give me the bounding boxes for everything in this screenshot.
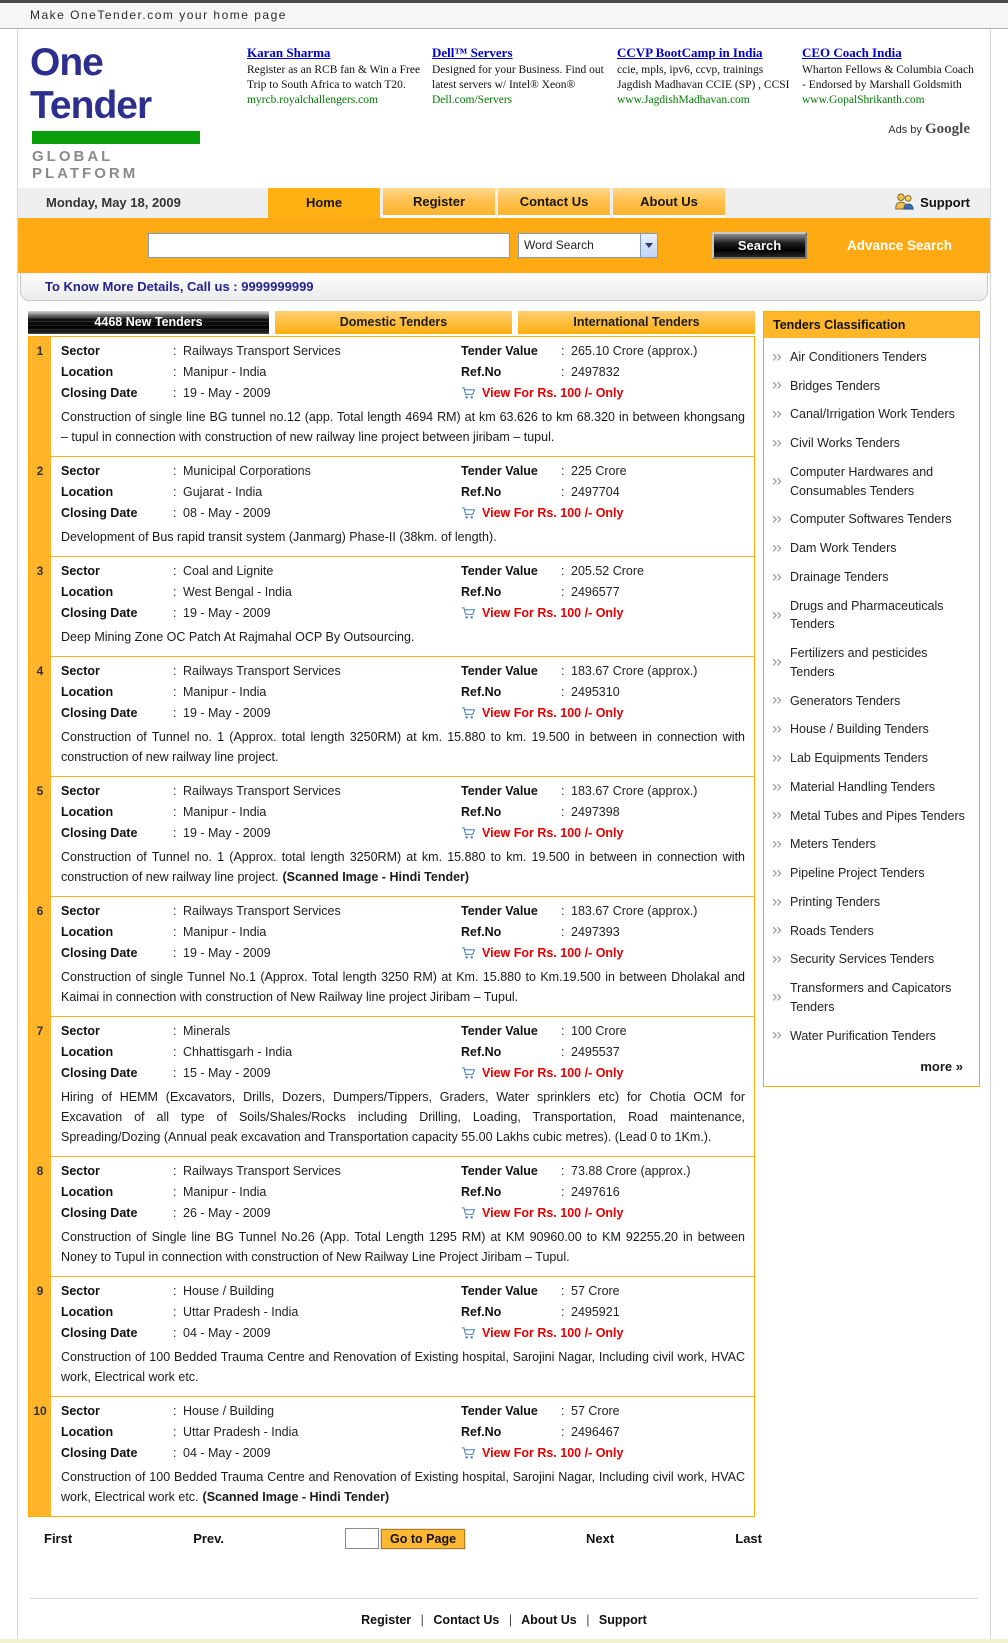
tender-number: 2 (29, 457, 51, 556)
ref-no-label: Ref.No (461, 1184, 502, 1199)
location-label: Location (61, 584, 114, 599)
cart-icon (461, 946, 476, 960)
double-chevron-icon (772, 353, 783, 362)
location-value: Manipur - India (183, 804, 267, 819)
ref-no-value: 2496577 (571, 584, 620, 599)
footer-links: Register | Contact Us | About Us | Support (361, 1612, 647, 1627)
double-chevron-icon (772, 658, 783, 667)
tender-row-body: Sector : Railways Transport Services Location : Manipur - India Closing Date : 19 - May - 2009 Tender Value : 183.67 Crore (approx.) Ref.No : 2497398 View For Rs. 100 /- Only Construction of Tunnel no. 1 (Approx. total length 3250RM) at km. 15.880 to km. 19.500 in between in connection with construction of new railway line project. (Scanned Image - Hindi Tender) (51, 777, 754, 896)
advance-search-link[interactable]: Advance Search (847, 237, 953, 253)
ad-title-link[interactable]: CEO Coach India (802, 45, 902, 60)
tender-row-body: Sector : Minerals Location : Chhattisgarh - India Closing Date : 15 - May - 2009 Tender Value : 100 Crore Ref.No : 2495537 View For Rs. 100 /- Only Hiring of HEMM (Excavators, Drills, Dozers, Dumpers/Tippers, Graders, Water sprinklers etc) for Chotia OCM for Excavation of all type of Soils/Shales/Rocks including Drilling, Loading, Transportation, Road maintenance, Spreading/Dozing (Annual peak excavation and Transportation capacity 55.00 Lakhs cubic metres). (Lead 0 to 1Km.). (51, 1017, 754, 1156)
logo-green-bar (32, 131, 200, 144)
pagination-prev-link[interactable]: Prev. (193, 1531, 225, 1547)
view-tender-link[interactable]: View For Rs. 100 /- Only (482, 605, 624, 620)
view-tender-link[interactable]: View For Rs. 100 /- Only (482, 505, 624, 520)
ref-no-value: 2497393 (571, 924, 620, 939)
ad-body: ccie, mpls, ipv6, ccvp, trainings Jagdish Madhavan CCIE (SP) , CCSI (617, 64, 790, 91)
double-chevron-icon (772, 410, 783, 419)
tender-number: 9 (29, 1277, 51, 1396)
logo-subtitle: GLOBAL PLATFORM (32, 147, 139, 182)
classification-item[interactable]: Pipeline Project Tenders (771, 859, 972, 888)
search-bar (18, 218, 990, 273)
classification-item[interactable]: Fertilizers and pesticides Tenders (771, 639, 972, 687)
tender-row-body: Sector : House / Building Location : Uttar Pradesh - India Closing Date : 04 - May - 2009 Tender Value : 57 Crore Ref.No : 2496467 View For Rs. 100 /- Only Construction of 100 Bedded Trauma Centre and Renovation of Existing hospital, Sarojini Nagar, Including civil work, HVAC work, Electrical work etc. (Scanned Image - Hindi Tender) (51, 1397, 754, 1516)
ad-unit (617, 44, 795, 182)
content (18, 301, 990, 1552)
site-logo[interactable] (30, 42, 217, 182)
tender-description: Hiring of HEMM (Excavators, Drills, Dozers, Dumpers/Tippers, Graders, Water sprinklers etc) for Chotia OCM for Excavation of all type of Soils/Shales/Rocks including Drilling, Loading, Transportation, Road maintenance, Spreading/Dozing (Annual peak excavation and Transportation capacity 55.00 Lakhs cubic metres). (Lead 0 to 1Km.). (61, 1089, 745, 1144)
sector-value: Railways Transport Services (183, 903, 341, 918)
tender-number: 4 (29, 657, 51, 776)
closing-date-label: Closing Date (61, 945, 138, 960)
closing-date-value: 19 - May - 2009 (183, 825, 271, 840)
view-tender-link[interactable]: View For Rs. 100 /- Only (482, 385, 624, 400)
ref-no-label: Ref.No (461, 364, 502, 379)
location-value: Manipur - India (183, 1184, 267, 1199)
sector-value: Railways Transport Services (183, 343, 341, 358)
ad-unit (247, 44, 425, 182)
view-tender-link[interactable]: View For Rs. 100 /- Only (482, 945, 624, 960)
cart-icon (461, 826, 476, 840)
ref-no-value: 2497832 (571, 364, 620, 379)
closing-date-label: Closing Date (61, 825, 138, 840)
closing-date-value: 19 - May - 2009 (183, 945, 271, 960)
ad-title-link[interactable]: CCVP BootCamp in India (617, 45, 763, 60)
tender-row (29, 1277, 754, 1397)
closing-date-label: Closing Date (61, 385, 138, 400)
tender-value-value: 73.88 Crore (approx.) (571, 1163, 691, 1178)
classification-header: Tenders Classification (764, 312, 979, 338)
ad-unit (432, 44, 610, 182)
make-home-page-bar[interactable]: Make OneTender.com your home page (0, 0, 1008, 29)
new-tenders-counter[interactable]: 4468 New Tenders (28, 311, 269, 334)
tender-description: Construction of Tunnel no. 1 (Approx. total length 3250RM) at km. 15.880 to km. 19.500 in between in connection with construction of new railway line project. (Scanned Image - Hindi Tender) (61, 849, 745, 884)
tender-row (29, 557, 754, 657)
tender-value-label: Tender Value (461, 1283, 538, 1298)
double-chevron-icon (772, 840, 783, 849)
tender-description: Construction of 100 Bedded Trauma Centre and Renovation of Existing hospital, Sarojini Nagar, Including civil work, HVAC work, Electrical work etc. (Scanned Image - Hindi Tender) (61, 1469, 745, 1504)
sector-label: Sector (61, 783, 100, 798)
ads-by-google-badge[interactable]: Ads by Google (888, 121, 970, 137)
tender-row-body: Sector : House / Building Location : Uttar Pradesh - India Closing Date : 04 - May - 2009 Tender Value : 57 Crore Ref.No : 2495921 View For Rs. 100 /- Only Construction of 100 Bedded Trauma Centre and Renovation of Existing hospital, Sarojini Nagar, Including civil work, HVAC work, Electrical work etc. (51, 1277, 754, 1396)
tender-list-panel (28, 311, 762, 1552)
tender-value-value: 100 Crore (571, 1023, 627, 1038)
support-people-icon (893, 192, 915, 214)
search-mode-value: Word Search (524, 238, 594, 253)
sector-value: House / Building (183, 1403, 275, 1418)
list-tabs (28, 311, 755, 334)
tender-value-value: 183.67 Crore (approx.) (571, 903, 698, 918)
sector-label: Sector (61, 463, 100, 478)
double-chevron-icon (772, 811, 783, 820)
location-value: Uttar Pradesh - India (183, 1424, 299, 1439)
tender-description: Construction of Tunnel no. 1 (Approx. total length 3250RM) at km. 15.880 to km. 19.500 in between in connection with construction of new railway line project. (61, 729, 745, 764)
ad-body: Wharton Fellows & Columbia Coach - Endorsed by Marshall Goldsmith (802, 64, 974, 91)
search-input[interactable] (148, 233, 510, 258)
double-chevron-icon (772, 515, 783, 524)
tender-row (29, 1017, 754, 1157)
location-label: Location (61, 1304, 114, 1319)
dropdown-arrow-icon[interactable] (640, 234, 657, 257)
tab-domestic-tenders[interactable]: Domestic Tenders (275, 311, 512, 334)
tender-description-note: (Scanned Image - Hindi Tender) (202, 1489, 390, 1504)
tender-row-body: Sector : Railways Transport Services Location : Manipur - India Closing Date : 26 - May - 2009 Tender Value : 73.88 Crore (approx.) Ref.No : 2497616 View For Rs. 100 /- Only Construction of Single line BG Tunnel No.26 (App. Total Length 1295 RM) at KM 90960.00 to KM 92255.20 in between Noney to Tupul in connection with construction of New Railway Line Project Jiribam – Tupul. (51, 1157, 754, 1276)
ref-no-label: Ref.No (461, 684, 502, 699)
classification-item[interactable]: Canal/Irrigation Work Tenders (771, 400, 972, 429)
sector-label: Sector (61, 663, 100, 678)
tender-description: Construction of 100 Bedded Trauma Centre and Renovation of Existing hospital, Sarojini Nagar, Including civil work, HVAC work, Electrical work etc. (61, 1349, 745, 1384)
double-chevron-icon (772, 993, 783, 1002)
sector-value: House / Building (183, 1283, 275, 1298)
double-chevron-icon (772, 381, 783, 390)
tender-description: Deep Mining Zone OC Patch At Rajmahal OCP By Outsourcing. (61, 629, 415, 644)
footer-about-us-link[interactable]: About Us (521, 1612, 577, 1627)
tender-row-body: Sector : Coal and Lignite Location : West Bengal - India Closing Date : 19 - May - 2009 Tender Value : 205.52 Crore Ref.No : 2496577 View For Rs. 100 /- Only Deep Mining Zone OC Patch At Rajmahal OCP By Outsourcing. (51, 557, 754, 656)
search-mode-select[interactable] (518, 233, 658, 258)
double-chevron-icon (772, 754, 783, 763)
view-tender-link[interactable]: View For Rs. 100 /- Only (482, 1445, 624, 1460)
tender-number: 7 (29, 1017, 51, 1156)
double-chevron-icon (772, 1031, 783, 1040)
double-chevron-icon (772, 439, 783, 448)
location-label: Location (61, 364, 114, 379)
location-value: West Bengal - India (183, 584, 292, 599)
classification-item[interactable]: Material Handling Tenders (771, 773, 972, 802)
tender-number: 5 (29, 777, 51, 896)
logo-title: One Tender (30, 41, 152, 127)
location-value: Uttar Pradesh - India (183, 1304, 299, 1319)
tender-row (29, 1397, 754, 1516)
classification-item[interactable]: Civil Works Tenders (771, 429, 972, 458)
closing-date-value: 04 - May - 2009 (183, 1325, 271, 1340)
ref-no-value: 2495537 (571, 1044, 620, 1059)
tender-description: Construction of single Tunnel No.1 (Approx. Total length 3250 RM) at Km. 15.880 to Km.19.500 in between Dholakal and Kaimai in connection with construction of New Railway line project Jiribam – Tupul. (61, 969, 745, 1004)
closing-date-label: Closing Date (61, 605, 138, 620)
tender-value-value: 225 Crore (571, 463, 627, 478)
ad-url-link[interactable]: www.GopalShrikanth.com (802, 93, 925, 106)
closing-date-label: Closing Date (61, 1205, 138, 1220)
closing-date-label: Closing Date (61, 1065, 138, 1080)
tender-value-label: Tender Value (461, 1403, 538, 1418)
double-chevron-icon (772, 926, 783, 935)
classification-more-link[interactable]: more » (920, 1059, 963, 1075)
cart-icon (461, 1326, 476, 1340)
search-button[interactable]: Search (712, 232, 807, 259)
google-ads (247, 42, 980, 182)
double-chevron-icon (772, 869, 783, 878)
support-link[interactable]: Support (893, 188, 990, 218)
tender-description: Development of Bus rapid transit system (Janmarg) Phase-II (38km. of length). (61, 529, 497, 544)
location-value: Manipur - India (183, 924, 267, 939)
tender-value-label: Tender Value (461, 343, 538, 358)
tender-row-body: Sector : Railways Transport Services Location : Manipur - India Closing Date : 19 - May - 2009 Tender Value : 265.10 Crore (approx.) Ref.No : 2497832 View For Rs. 100 /- Only Construction of single line BG tunnel no.12 (app. Total length 4694 RM) at km 63.626 to km 68.320 in between khongsang – tupul in connection with construction of new railway line project between jiribam – tupul. (51, 337, 754, 456)
tab-register[interactable]: Register (383, 188, 495, 218)
view-tender-link[interactable]: View For Rs. 100 /- Only (482, 1205, 624, 1220)
tender-value-label: Tender Value (461, 563, 538, 578)
location-value: Manipur - India (183, 684, 267, 699)
tender-number: 3 (29, 557, 51, 656)
tab-international-tenders[interactable]: International Tenders (518, 311, 755, 334)
tender-number: 1 (29, 337, 51, 456)
closing-date-value: 19 - May - 2009 (183, 385, 271, 400)
sector-label: Sector (61, 1023, 100, 1038)
tender-row-body: Sector : Railways Transport Services Location : Manipur - India Closing Date : 19 - May - 2009 Tender Value : 183.67 Crore (approx.) Ref.No : 2495310 View For Rs. 100 /- Only Construction of Tunnel no. 1 (Approx. total length 3250RM) at km. 15.880 to km. 19.500 in between in connection with construction of new railway line project. (51, 657, 754, 776)
location-label: Location (61, 484, 114, 499)
pagination-last-link[interactable]: Last (735, 1531, 762, 1547)
cart-icon (461, 1206, 476, 1220)
tender-description: Construction of Single line BG Tunnel No.26 (App. Total Length 1295 RM) at KM 90960.00 to KM 92255.20 in between Noney to Tupul in connection with construction of New Railway Line Project Jiribam – Tupul. (61, 1229, 745, 1264)
double-chevron-icon (772, 696, 783, 705)
tender-value-value: 57 Crore (571, 1283, 620, 1298)
classification-item[interactable]: Security Services Tenders (771, 945, 972, 974)
view-tender-link[interactable]: View For Rs. 100 /- Only (482, 825, 624, 840)
tender-value-label: Tender Value (461, 903, 538, 918)
double-chevron-icon (772, 544, 783, 553)
pagination-first-link[interactable]: First (44, 1531, 73, 1547)
double-chevron-icon (772, 955, 783, 964)
location-value: Gujarat - India (183, 484, 263, 499)
tender-value-value: 265.10 Crore (approx.) (571, 343, 698, 358)
footer-support-link[interactable]: Support (598, 1612, 647, 1627)
classification-item[interactable]: Dam Work Tenders (771, 534, 972, 563)
ad-url-link[interactable]: www.JagdishMadhavan.com (617, 93, 750, 106)
tender-number: 6 (29, 897, 51, 1016)
go-to-page-input[interactable] (345, 1528, 379, 1549)
tender-number: 8 (29, 1157, 51, 1276)
classification-item[interactable]: Water Purification Tenders (771, 1022, 972, 1051)
tender-value-label: Tender Value (461, 783, 538, 798)
tab-home[interactable]: Home (268, 188, 380, 218)
tender-row (29, 337, 754, 457)
classification-item[interactable]: House / Building Tenders (771, 715, 972, 744)
footer-register-link[interactable]: Register (361, 1612, 412, 1627)
nav-strip (18, 188, 990, 218)
classification-item[interactable]: Transformers and Capicators Tenders (771, 974, 972, 1022)
closing-date-value: 26 - May - 2009 (183, 1205, 271, 1220)
tender-row-body: Sector : Railways Transport Services Location : Manipur - India Closing Date : 19 - May - 2009 Tender Value : 183.67 Crore (approx.) Ref.No : 2497393 View For Rs. 100 /- Only Construction of single Tunnel No.1 (Approx. Total length 3250 RM) at Km. 15.880 to Km.19.500 in between Dholakal and Kaimai in connection with construction of New Railway line project Jiribam – Tupul. (51, 897, 754, 1016)
sector-label: Sector (61, 1403, 100, 1418)
tender-row (29, 457, 754, 557)
tender-row (29, 777, 754, 897)
footer-contact-us-link[interactable]: Contact Us (433, 1612, 500, 1627)
ref-no-label: Ref.No (461, 1044, 502, 1059)
classification-item[interactable]: Metal Tubes and Pipes Tenders (771, 802, 972, 831)
classification-list (764, 338, 979, 1051)
location-label: Location (61, 1424, 114, 1439)
tender-value-value: 183.67 Crore (approx.) (571, 783, 698, 798)
classification-item[interactable]: Computer Hardwares and Consumables Tenders (771, 458, 972, 506)
location-label: Location (61, 684, 114, 699)
ref-no-value: 2495310 (571, 684, 620, 699)
location-label: Location (61, 804, 114, 819)
sector-value: Coal and Lignite (183, 563, 274, 578)
tender-row-body: Sector : Municipal Corporations Location : Gujarat - India Closing Date : 08 - May - 2009 Tender Value : 225 Crore Ref.No : 2497704 View For Rs. 100 /- Only Development of Bus rapid transit system (Janmarg) Phase-II (38km. of length). (51, 457, 754, 556)
cart-icon (461, 386, 476, 400)
header (18, 29, 990, 188)
pagination (38, 1526, 768, 1552)
tender-row (29, 1157, 754, 1277)
go-to-page-button[interactable]: Go to Page (381, 1529, 465, 1549)
ref-no-label: Ref.No (461, 1304, 502, 1319)
google-logo: Google (925, 121, 970, 137)
tender-value-label: Tender Value (461, 1163, 538, 1178)
ad-url-link[interactable]: Dell.com/Servers (432, 93, 513, 106)
closing-date-label: Closing Date (61, 1445, 138, 1460)
sector-label: Sector (61, 1163, 100, 1178)
ref-no-label: Ref.No (461, 584, 502, 599)
location-label: Location (61, 924, 114, 939)
sector-value: Minerals (183, 1023, 231, 1038)
tender-value-value: 183.67 Crore (approx.) (571, 663, 698, 678)
call-us-banner: To Know More Details, Call us : 9999999999 (20, 273, 988, 301)
ref-no-value: 2496467 (571, 1424, 620, 1439)
closing-date-value: 08 - May - 2009 (183, 505, 271, 520)
ref-no-label: Ref.No (461, 924, 502, 939)
view-tender-link[interactable]: View For Rs. 100 /- Only (482, 705, 624, 720)
tender-description: Construction of single line BG tunnel no.12 (app. Total length 4694 RM) at km 63.626 to km 68.320 in between khongsang – tupul in connection with construction of new railway line project between jiribam – tupul. (61, 409, 745, 444)
tender-value-value: 57 Crore (571, 1403, 620, 1418)
double-chevron-icon (772, 573, 783, 582)
closing-date-label: Closing Date (61, 505, 138, 520)
tender-row (29, 897, 754, 1017)
sector-value: Railways Transport Services (183, 663, 341, 678)
double-chevron-icon (772, 477, 783, 486)
ad-title-link[interactable]: Dell™ Servers (432, 45, 513, 60)
bottom-accent-strip (0, 1639, 1008, 1643)
ref-no-value: 2497616 (571, 1184, 620, 1199)
ad-body: Designed for your Business. Find out latest servers w/ Intel® Xeon® (432, 64, 604, 91)
page-frame (17, 29, 991, 1639)
tender-list (28, 336, 755, 1517)
tender-number: 10 (29, 1397, 51, 1516)
ref-no-label: Ref.No (461, 804, 502, 819)
view-tender-link[interactable]: View For Rs. 100 /- Only (482, 1325, 624, 1340)
ref-no-value: 2497398 (571, 804, 620, 819)
location-value: Manipur - India (183, 364, 267, 379)
classification-item[interactable]: Computer Softwares Tenders (771, 505, 972, 534)
cart-icon (461, 606, 476, 620)
ref-no-label: Ref.No (461, 1424, 502, 1439)
location-value: Chhattisgarh - India (183, 1044, 293, 1059)
ad-title-link[interactable]: Karan Sharma (247, 45, 331, 60)
classification-item[interactable]: Bridges Tenders (771, 372, 972, 401)
classification-item[interactable]: Drainage Tenders (771, 563, 972, 592)
tender-value-value: 205.52 Crore (571, 563, 644, 578)
ref-no-label: Ref.No (461, 484, 502, 499)
classification-item[interactable]: Lab Equipments Tenders (771, 744, 972, 773)
closing-date-value: 04 - May - 2009 (183, 1445, 271, 1460)
ref-no-value: 2497704 (571, 484, 620, 499)
tender-description-note: (Scanned Image - Hindi Tender) (282, 869, 470, 884)
view-tender-link[interactable]: View For Rs. 100 /- Only (482, 1065, 624, 1080)
classification-item[interactable]: Roads Tenders (771, 917, 972, 946)
ad-body: Register as an RCB fan & Win a Free Trip to South Africa to watch T20. (247, 64, 421, 91)
classification-item[interactable]: Meters Tenders (771, 830, 972, 859)
location-label: Location (61, 1044, 114, 1059)
classification-item[interactable]: Drugs and Pharmaceuticals Tenders (771, 592, 972, 640)
ref-no-value: 2495921 (571, 1304, 620, 1319)
tender-value-label: Tender Value (461, 463, 538, 478)
cart-icon (461, 1446, 476, 1460)
tender-value-label: Tender Value (461, 663, 538, 678)
nav-tabs (268, 188, 728, 218)
closing-date-label: Closing Date (61, 705, 138, 720)
tab-contact-us[interactable]: Contact Us (498, 188, 610, 218)
ad-unit (802, 44, 980, 182)
classification-item[interactable]: Printing Tenders (771, 888, 972, 917)
ad-url-link[interactable]: myrcb.royalchallengers.com (247, 93, 378, 106)
double-chevron-icon (772, 725, 783, 734)
classification-item[interactable]: Generators Tenders (771, 687, 972, 716)
sector-label: Sector (61, 343, 100, 358)
location-label: Location (61, 1184, 114, 1199)
closing-date-value: 15 - May - 2009 (183, 1065, 271, 1080)
sector-value: Municipal Corporations (183, 463, 311, 478)
double-chevron-icon (772, 898, 783, 907)
sector-label: Sector (61, 1283, 100, 1298)
cart-icon (461, 706, 476, 720)
closing-date-value: 19 - May - 2009 (183, 705, 271, 720)
double-chevron-icon (772, 611, 783, 620)
classification-item[interactable]: Air Conditioners Tenders (771, 343, 972, 372)
sector-value: Railways Transport Services (183, 783, 341, 798)
closing-date-label: Closing Date (61, 1325, 138, 1340)
closing-date-value: 19 - May - 2009 (183, 605, 271, 620)
tab-about-us[interactable]: About Us (613, 188, 725, 218)
tender-value-label: Tender Value (461, 1023, 538, 1038)
sector-label: Sector (61, 563, 100, 578)
pagination-next-link[interactable]: Next (586, 1531, 615, 1547)
current-date: Monday, May 18, 2009 (46, 195, 181, 211)
tenders-classification-panel (763, 311, 980, 1088)
tender-row (29, 657, 754, 777)
sector-value: Railways Transport Services (183, 1163, 341, 1178)
sector-label: Sector (61, 903, 100, 918)
cart-icon (461, 506, 476, 520)
cart-icon (461, 1066, 476, 1080)
double-chevron-icon (772, 783, 783, 792)
